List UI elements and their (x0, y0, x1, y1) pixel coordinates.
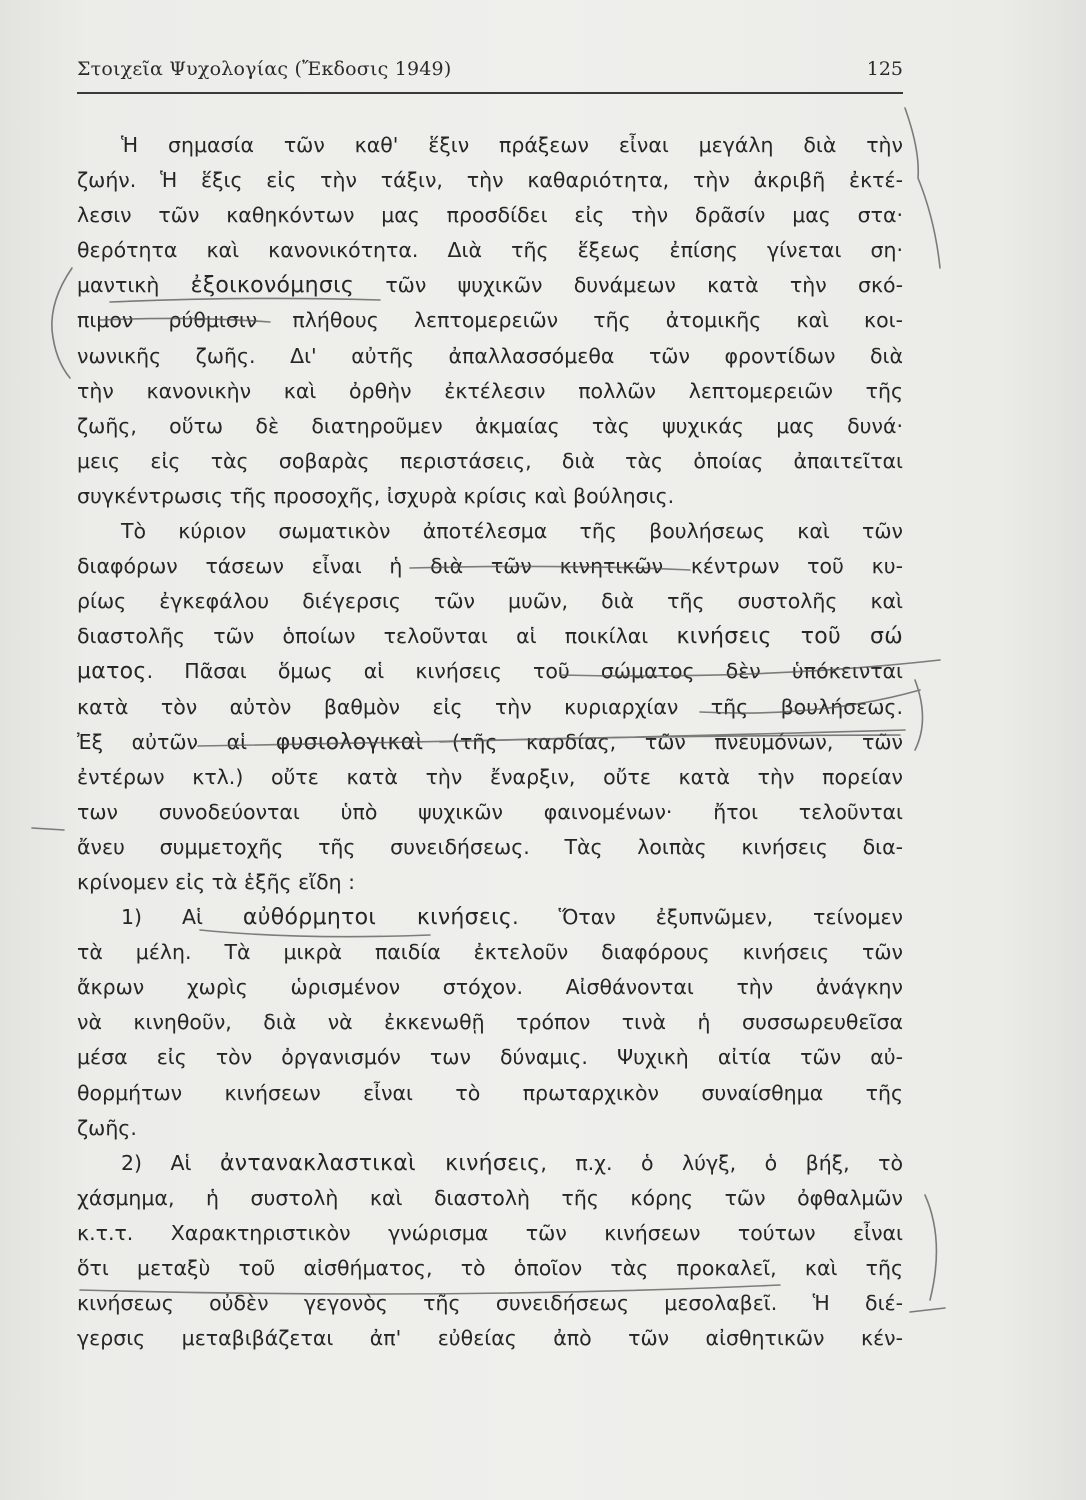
line-text: μαντικὴ (77, 273, 191, 298)
text-line: ζωῆς. (77, 1115, 137, 1140)
text-line: ζωήν. Ἡ ἕξις εἰς τὴν τάξιν, τὴν καθαριότητα, τὴν ἀκριβῆ ἐκτέ- (77, 168, 903, 193)
text-line: ρίως ἐγκεφάλου διέγερσις τῶν μυῶν, διὰ τῆς συστολῆς καὶ (77, 589, 903, 614)
text-line: νὰ κινηθοῦν, διὰ νὰ ἐκκενωθῇ τρόπον τινὰ ἡ συσσωρευθεῖσα (77, 1010, 903, 1035)
text-line: ζωῆς, οὕτω δὲ διατηροῦμεν ἀκμαίας τὰς ψυχικάς μας δυνά· (77, 413, 903, 438)
text-line: κατὰ τὸν αὐτὸν βαθμὸν εἰς τὴν κυριαρχίαν τῆς βουλήσεως. (77, 694, 903, 719)
text-line: συγκέντρωσις τῆς προσοχῆς, ἰσχυρὰ κρίσις καὶ βούλησις. (77, 483, 675, 508)
emphasized-term: αὐθόρμητοι κινήσεις (242, 905, 513, 931)
text-line (77, 619, 903, 654)
book-title: Στοιχεῖα Ψυχολογίας (Ἔκδοσις 1949) (77, 58, 452, 80)
emphasized-term: κινήσεις τοῦ σώ (676, 624, 904, 650)
line-text: 2) Αἱ (121, 1150, 220, 1175)
header-rule (77, 92, 903, 94)
text-line: διαφόρων τάσεων εἶναι ἡ διὰ τῶν κινητικῶν κέντρων τοῦ κυ- (77, 554, 903, 579)
text-line: χάσμημα, ἡ συστολὴ καὶ διαστολὴ τῆς κόρης τῶν ὀφθαλμῶν (77, 1185, 903, 1210)
line-text-continued: (τῆς καρδίας, τῶν πνευμόνων, τῶν (423, 729, 904, 754)
text-line (77, 900, 903, 935)
page-number: 125 (866, 58, 903, 80)
text-line (77, 1146, 903, 1181)
line-text: διαστολῆς τῶν ὁποίων τελοῦνται αἱ ποικίλαι (77, 624, 677, 649)
bracket-right-fysiologikai (915, 680, 923, 750)
body-text (77, 128, 903, 1356)
line-text-continued: τῶν ψυχικῶν δυνάμεων κατὰ τὴν σκό- (354, 273, 903, 298)
emphasized-term: ματος (77, 659, 147, 685)
emphasized-term: ἐξοικονόμησις (190, 273, 355, 299)
text-line: τὰ μέλη. Τὰ μικρὰ παιδία ἐκτελοῦν διαφόρους κινήσεις τῶν (77, 940, 903, 965)
margin-bracket-top-right (905, 108, 940, 268)
line-text-continued: . Πᾶσαι ὅμως αἱ κινήσεις τοῦ σώματος δὲν ὑπόκεινται (146, 659, 903, 684)
line-text-continued: , π.χ. ὁ λύγξ, ὁ βήξ, τὸ (540, 1150, 903, 1175)
text-line: πιμον ρύθμισιν πλήθους λεπτομερειῶν τῆς ἀτομικῆς καὶ κοι- (77, 308, 903, 333)
line-text-continued: . Ὅταν ἐξυπνῶμεν, τείνομεν (512, 905, 903, 930)
text-line: ἄνευ συμμετοχῆς τῆς συνειδήσεως. Τὰς λοιπὰς κινήσεις δια- (77, 834, 903, 859)
text-line: θορμήτων κινήσεων εἶναι τὸ πρωταρχικὸν συναίσθημα τῆς (77, 1080, 903, 1105)
emphasized-term: φυσιολογικαὶ (275, 729, 424, 755)
running-header (77, 58, 903, 88)
text-line: ὅτι μεταξὺ τοῦ αἰσθήματος, τὸ ὁποῖον τὰς προκαλεῖ, καὶ τῆς (77, 1256, 903, 1280)
line-text: 1) Αἱ (121, 905, 243, 930)
text-line: κινήσεως οὐδὲν γεγονὸς τῆς συνειδήσεως μεσολαβεῖ. Ἡ διέ- (77, 1291, 903, 1316)
text-line: μέσα εἰς τὸν ὀργανισμόν των δύναμις. Ψυχικὴ αἰτία τῶν αὐ- (77, 1045, 903, 1070)
line-text: Ἐξ αὐτῶν αἱ (77, 729, 276, 754)
text-line: θερότητα καὶ κανονικότητα. Διὰ τῆς ἕξεως ἐπίσης γίνεται ση· (77, 238, 903, 263)
text-line: γερσις μεταβιβάζεται ἀπ' εὐθείας ἀπὸ τῶν αἰσθητικῶν κέν- (77, 1326, 903, 1351)
text-line: τὴν κανονικὴν καὶ ὀρθὴν ἐκτέλεσιν πολλῶν λεπτομερειῶν τῆς (77, 378, 903, 403)
text-line: Τὸ κύριον σωματικὸν ἀποτέλεσμα τῆς βουλήσεως καὶ τῶν (121, 519, 903, 544)
bracket-right-bottom (925, 1195, 936, 1300)
text-line: κρίνομεν εἰς τὰ ἑξῆς εἴδη : (77, 869, 356, 894)
text-line (77, 654, 903, 689)
text-line: κ.τ.τ. Χαρακτηριστικὸν γνώρισμα τῶν κινήσεων τούτων εἶναι (77, 1220, 903, 1245)
text-line (77, 725, 903, 760)
text-line: των συνοδεύονται ὑπὸ ψυχικῶν φαινομένων· ἤτοι τελοῦνται (77, 799, 903, 824)
text-line: λεσιν τῶν καθηκόντων μας προσδίδει εἰς τὴν δρᾶσίν μας στα· (77, 203, 903, 228)
text-line: μεις εἰς τὰς σοβαρὰς περιστάσεις, διὰ τὰς ὁποίας ἀπαιτεῖται (77, 448, 903, 473)
margin-dash (32, 828, 64, 830)
text-line: Ἡ σημασία τῶν καθ' ἕξιν πράξεων εἶναι μεγάλη διὰ τὴν (121, 133, 903, 157)
text-line: νωνικῆς ζωῆς. Δι' αὐτῆς ἀπαλλασσόμεθα τῶν φροντίδων διὰ (77, 343, 903, 368)
margin-tick-bottom (910, 1308, 945, 1312)
text-line (77, 268, 903, 303)
text-line: ἐντέρων κτλ.) οὔτε κατὰ τὴν ἔναρξιν, οὔτε κατὰ τὴν πορείαν (77, 764, 903, 789)
margin-bracket-left (52, 268, 72, 378)
emphasized-term: ἀντανακλαστικαὶ κινήσεις (219, 1150, 541, 1176)
text-line: ἄκρων χωρὶς ὡρισμένον στόχον. Αἰσθάνονται τὴν ἀνάγκην (77, 975, 903, 1000)
